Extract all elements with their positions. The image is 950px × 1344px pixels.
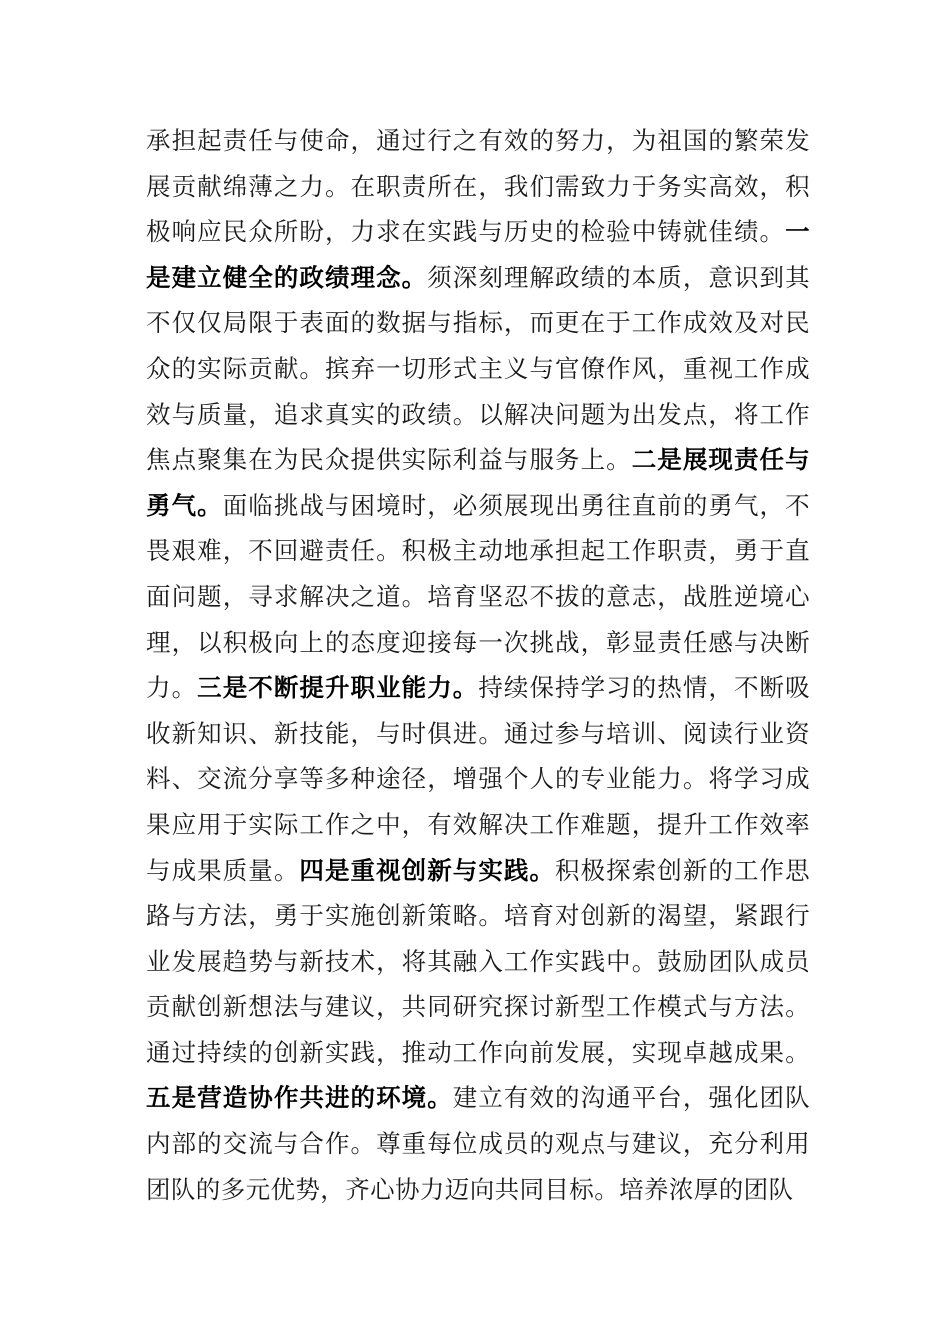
text-run: 建立有效的沟通平台，强化团队内部的交流与合作。尊重每位成员的观点与建议，充分利用团队的多元优势，齐心协力迈向共同目标。培养浓厚的团队 xyxy=(146,1083,810,1204)
point-heading-2: 二是展现责任与勇气。 xyxy=(146,445,810,520)
text-run: 面临挑战与困境时，必须展现出勇往直前的勇气，不畏艰难，不回避责任。积极主动地承担起工作职责，勇于直面问题，寻求解决之道。培育坚忍不拔的意志，战胜逆境心理，以积极向上的态度迎接每一次挑战，彰显责任感与决断力。 xyxy=(146,490,811,703)
point-heading-1: 一是建立健全的政绩理念。 xyxy=(146,217,810,292)
body-paragraph xyxy=(146,118,810,1212)
point-heading-4: 四是重视创新与实践。 xyxy=(299,855,556,885)
text-run: 承担起责任与使命，通过行之有效的努力，为祖国的繁荣发展贡献绵薄之力。在职责所在，我们需致力于务实高效，积极响应民众所盼，力求在实践与历史的检验中铸就佳绩。 xyxy=(146,126,810,247)
text-run: 积极探索创新的工作思路与方法，勇于实施创新策略。培育对创新的渴望，紧跟行业发展趋势与新技术，将其融入工作实践中。鼓励团队成员贡献创新想法与建议，共同研究探讨新型工作模式与方法。通过持续的创新实践，推动工作向前发展，实现卓越成果。 xyxy=(146,855,811,1067)
text-run: 持续保持学习的热情，不断吸收新知识、新技能，与时俱进。通过参与培训、阅读行业资料、交流分享等多种途径，增强个人的专业能力。将学习成果应用于实际工作之中，有效解决工作难题，提升工作效率与成果质量。 xyxy=(146,673,810,885)
point-heading-5: 五是营造协作共进的环境。 xyxy=(146,1083,453,1113)
point-heading-3: 三是不断提升职业能力。 xyxy=(197,673,479,703)
text-run: 须深刻理解政绩的本质，意识到其不仅仅局限于表面的数据与指标，而更在于工作成效及对民众的实际贡献。摈弃一切形式主义与官僚作风，重视工作成效与质量，追求真实的政绩。以解决问题为出发点，将工作焦点聚集在为民众提供实际利益与服务上。 xyxy=(146,262,810,475)
